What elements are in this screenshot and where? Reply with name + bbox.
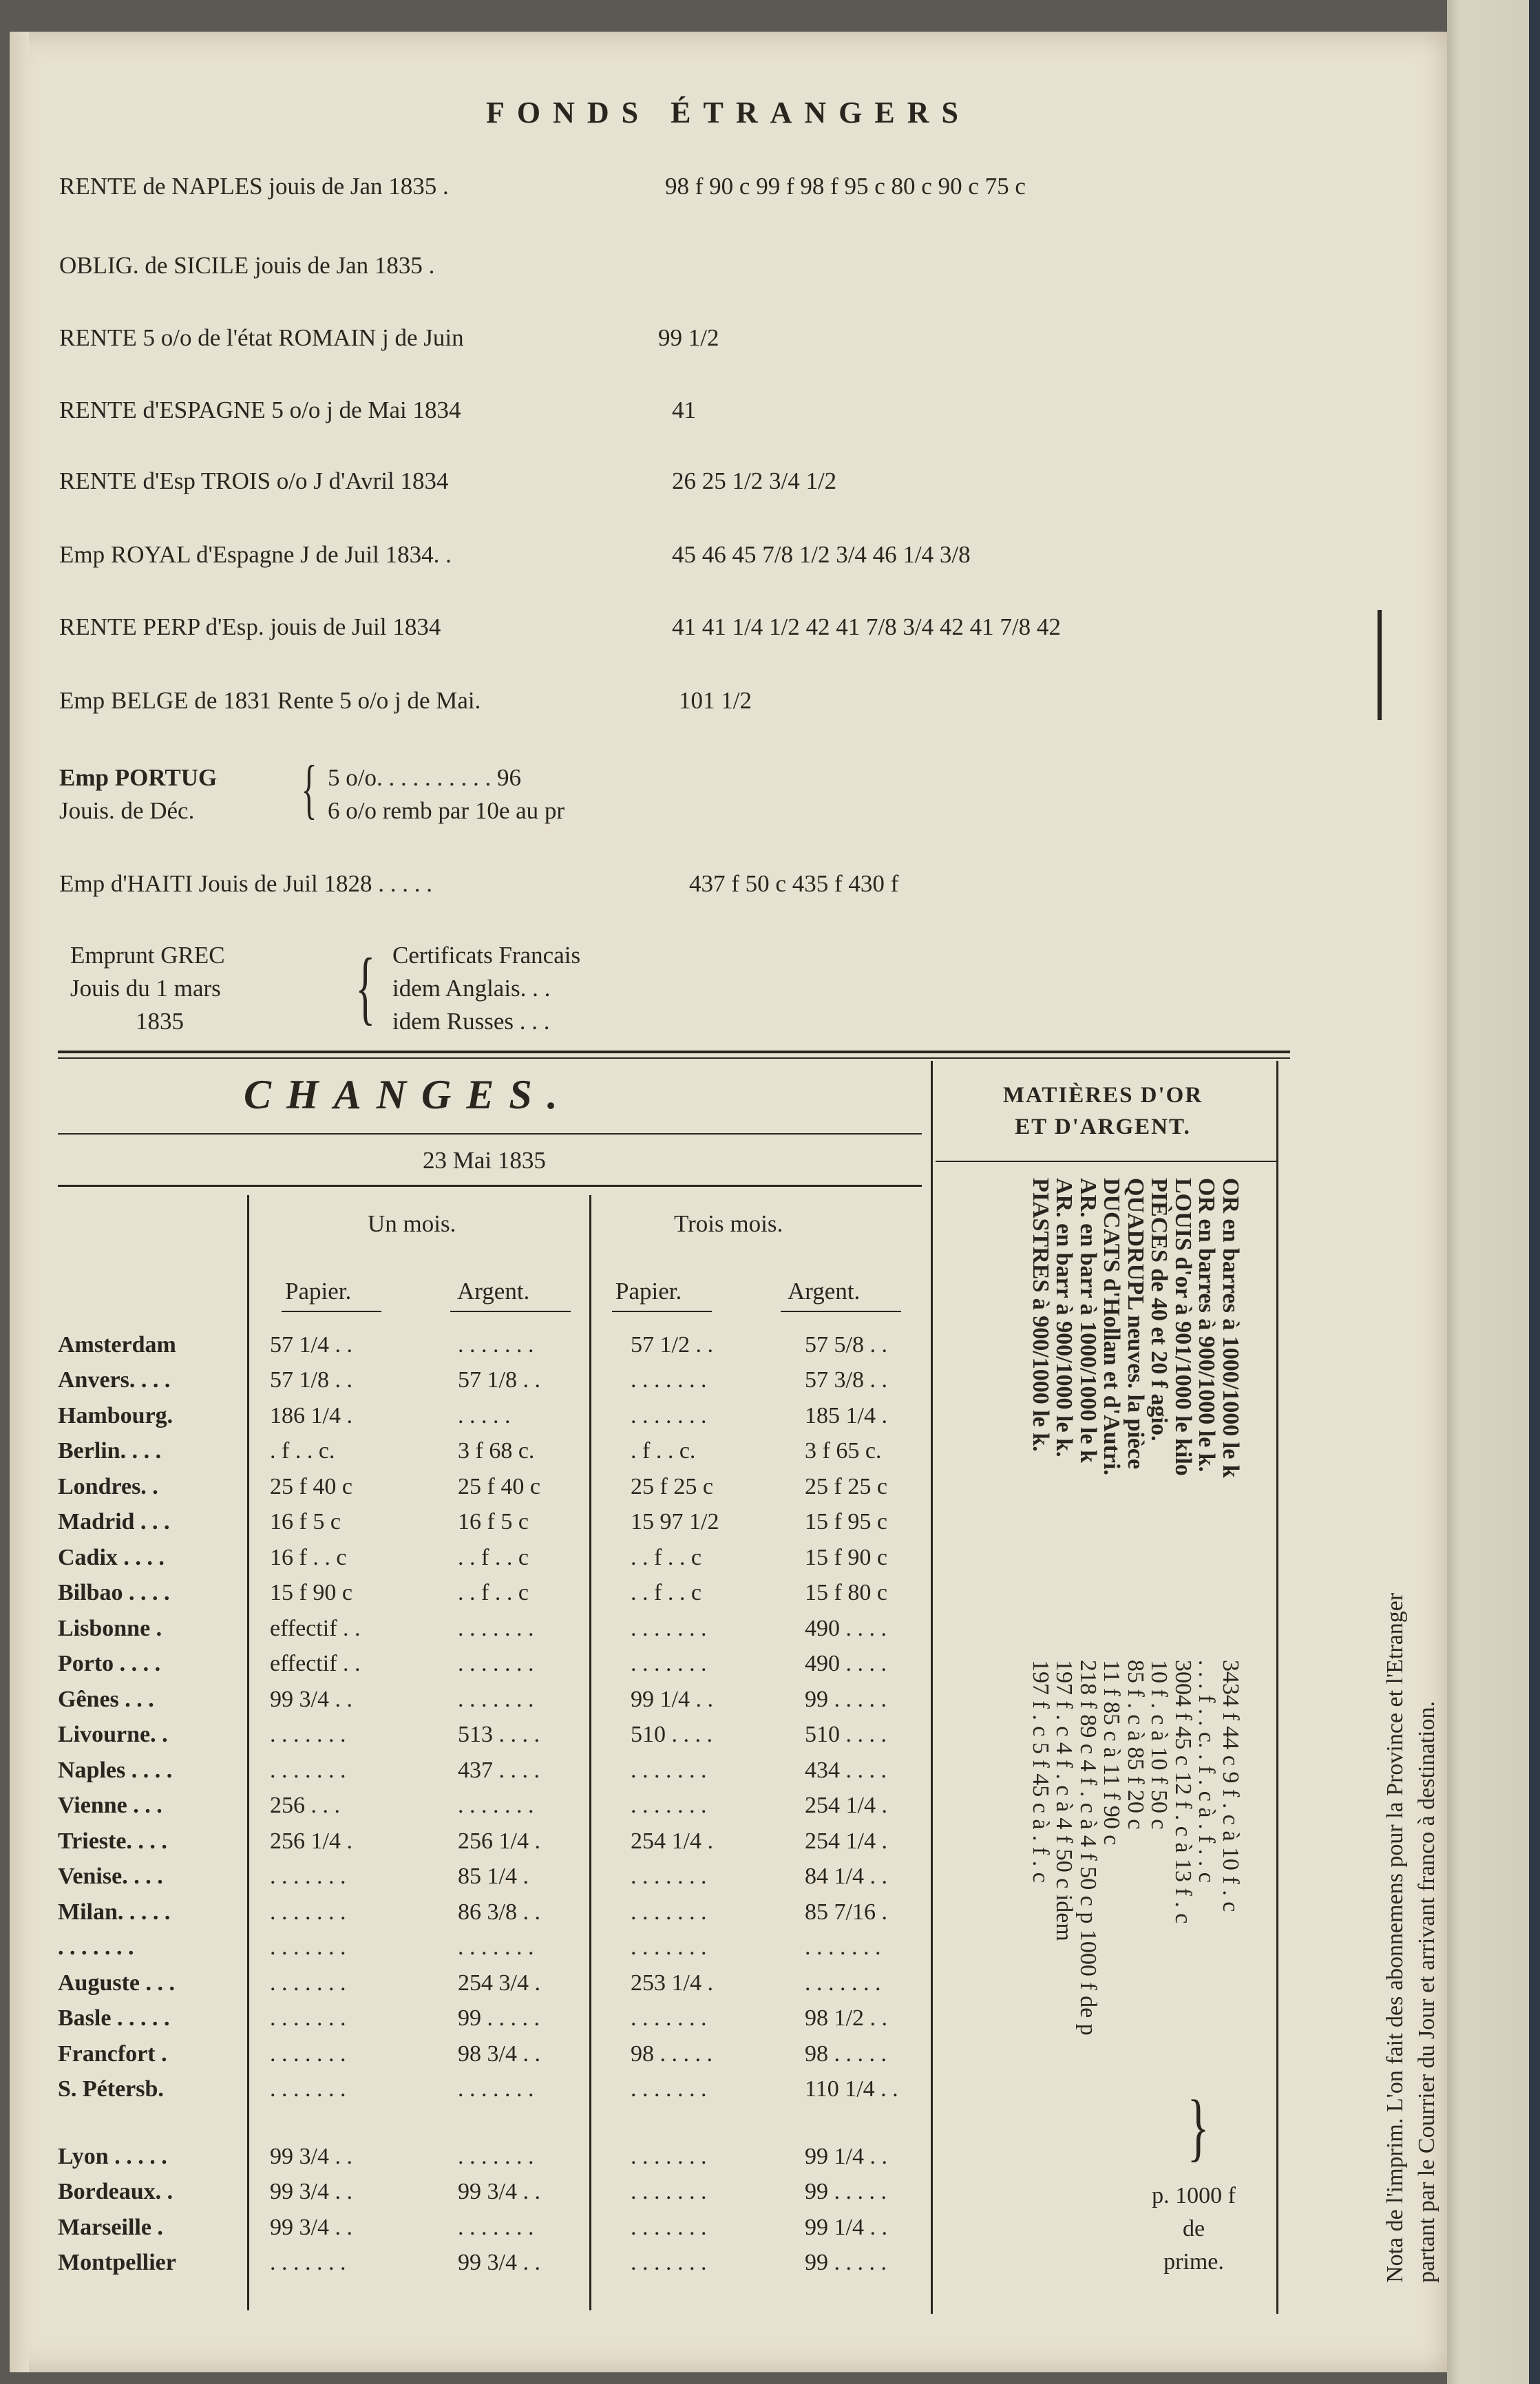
rate-cell: 57 1/8 . . bbox=[458, 1367, 540, 1393]
rate-cell: . . . . . . . bbox=[270, 1970, 346, 1996]
rate-cell: 254 3/4 . bbox=[458, 1970, 540, 1996]
rate-cell: 98 . . . . . bbox=[805, 2040, 887, 2067]
city-cell: S. Pétersb. bbox=[58, 2076, 164, 2102]
rate-cell: . . . . . . . bbox=[270, 1757, 346, 1783]
table-row bbox=[58, 2036, 963, 2072]
fonds-row: RENTE PERP d'Esp. jouis de Juil 1834 41 41 1/4 1/2 42 41 7/8 3/4 42 41 7/8 42 bbox=[59, 613, 1061, 640]
city-cell: Lisbonne . bbox=[58, 1615, 162, 1641]
rate-cell: . . f . . c bbox=[458, 1544, 529, 1570]
rate-cell: . . . . . . . bbox=[631, 2143, 707, 2169]
rate-cell: . . . . . . . bbox=[631, 1651, 707, 1677]
table-row bbox=[58, 1576, 963, 1612]
city-cell: Trieste. . . . bbox=[58, 1828, 167, 1854]
rate-cell: . . . . . . . bbox=[631, 1757, 707, 1783]
rate-cell: 16 f . . c bbox=[270, 1544, 347, 1570]
rate-cell: 25 f 25 c bbox=[805, 1473, 887, 1499]
rate-cell: . . . . . . . bbox=[458, 2214, 534, 2240]
rate-cell: 99 . . . . . bbox=[805, 1686, 887, 1712]
rule bbox=[612, 1311, 712, 1312]
rate-cell: 185 1/4 . bbox=[805, 1402, 887, 1428]
rate-cell: 15 f 95 c bbox=[805, 1509, 887, 1535]
table-row bbox=[58, 1469, 963, 1505]
city-cell: Milan. . . . . bbox=[58, 1899, 171, 1925]
city-cell: Lyon . . . . . bbox=[58, 2143, 167, 2169]
table-row bbox=[58, 1505, 963, 1541]
table-row bbox=[58, 2139, 963, 2175]
city-cell: Gênes . . . bbox=[58, 1686, 154, 1712]
table-row bbox=[58, 2210, 963, 2246]
fonds-row: RENTE d'Esp TROIS o/o J d'Avril 1834 26 25 1/2 3/4 1/2 bbox=[59, 467, 837, 494]
table-row bbox=[58, 2246, 963, 2281]
rate-cell: . . . . . . . bbox=[805, 1934, 881, 1961]
city-cell: Madrid . . . bbox=[58, 1509, 170, 1535]
rate-cell: . . . . . . . bbox=[458, 1793, 534, 1819]
rate-cell: . . . . . . . bbox=[270, 2250, 346, 2276]
adjacent-page-edge bbox=[1447, 0, 1540, 2384]
table-row bbox=[58, 1363, 963, 1399]
table-row bbox=[58, 1753, 963, 1789]
rate-cell: 25 f 25 c bbox=[631, 1473, 713, 1499]
matiere-price: 11 f 85 c à 11 f 90 c bbox=[1099, 1660, 1125, 1846]
fonds-row: RENTE de NAPLES jouis de Jan 1835 . 98 f 90 c 99 f 98 f 95 c 80 c 90 c 75 c bbox=[59, 173, 1026, 200]
matieres-title: MATIÈRES D'OR ET D'ARGENT. bbox=[1002, 1083, 1203, 1139]
rate-cell: 256 . . . bbox=[270, 1793, 340, 1819]
matiere-price: 218 f 89 c 4 f . c à 4 f 50 c p 1000 f de p bbox=[1075, 1660, 1101, 2036]
header-papier: Papier. bbox=[615, 1278, 682, 1305]
rate-cell: . . . . . . . bbox=[631, 2179, 707, 2205]
rate-cell: . . . . . . . bbox=[631, 1615, 707, 1641]
rate-cell: 99 3/4 . . bbox=[458, 2179, 540, 2205]
city-cell: . . . . . . . bbox=[58, 1934, 134, 1961]
rate-cell: 99 . . . . . bbox=[458, 2005, 540, 2032]
changes-title: CHANGES. bbox=[244, 1072, 573, 1117]
matiere-price: 3434 f 44 c 9 f . c à 10 f . c bbox=[1218, 1660, 1243, 1912]
rate-cell: 513 . . . . bbox=[458, 1722, 540, 1748]
city-cell: Porto . . . . bbox=[58, 1651, 161, 1677]
rate-cell: . . . . . . . bbox=[270, 1722, 346, 1748]
rule bbox=[936, 1161, 1276, 1162]
table-row bbox=[58, 1718, 963, 1753]
rate-cell: . . . . . . . bbox=[270, 2076, 346, 2102]
matiere-line bbox=[1052, 1178, 1076, 2155]
fonds-row: RENTE 5 o/o de l'état ROMAIN j de Juin 99 1/2 bbox=[59, 324, 719, 351]
matiere-name: PIASTRES à 900/1000 le k. bbox=[1028, 1178, 1053, 1452]
table-row bbox=[58, 1789, 963, 1824]
rate-cell: 510 . . . . bbox=[805, 1722, 887, 1748]
rate-cell: 98 3/4 . . bbox=[458, 2040, 540, 2067]
margin-mark bbox=[1378, 610, 1382, 720]
prime-label: p. 1000 f de prime. bbox=[1152, 2183, 1236, 2275]
rate-cell: 15 f 80 c bbox=[805, 1580, 887, 1606]
matiere-name: PIÈCES de 40 et 20 f agio. bbox=[1146, 1178, 1172, 1442]
rate-cell: . . . . . . . bbox=[270, 1864, 346, 1890]
matiere-price: 85 f . c à 85 f 20 c bbox=[1123, 1660, 1148, 1830]
rate-cell: 98 . . . . . bbox=[631, 2040, 713, 2067]
city-cell: Anvers. . . . bbox=[58, 1367, 171, 1393]
rate-cell: . . . . . bbox=[458, 1402, 511, 1428]
city-cell: Berlin. . . . bbox=[58, 1438, 162, 1464]
matiere-price: 197 f . c 5 f 45 c à . f . c bbox=[1028, 1660, 1053, 1883]
rate-cell: 98 1/2 . . bbox=[805, 2005, 887, 2032]
matiere-line bbox=[1029, 1178, 1053, 2155]
table-row bbox=[58, 1895, 963, 1930]
rate-cell: 254 1/4 . bbox=[805, 1793, 887, 1819]
portugal-loan: Emp PORTUG Jouis. de Déc. { 5 o/o. . . . . . . . . . 96 6 o/o remb par 10e au pr bbox=[59, 752, 565, 825]
haiti-row: Emp d'HAITI Jouis de Juil 1828 . . . . . 437 f 50 c 435 f 430 f bbox=[59, 870, 899, 897]
table-row bbox=[58, 1682, 963, 1718]
greek-loan: Emprunt GREC Jouis du 1 mars 1835 { Certificats Francais idem Anglais. . . idem Russes . . . bbox=[70, 941, 581, 1035]
rate-cell: . . . . . . . bbox=[458, 2076, 534, 2102]
rate-cell: 99 . . . . . bbox=[805, 2250, 887, 2276]
spacer-row bbox=[58, 2107, 963, 2139]
rate-cell: . . . . . . . bbox=[458, 1934, 534, 1961]
changes-date: 23 Mai 1835 bbox=[423, 1147, 546, 1174]
table-row bbox=[58, 1611, 963, 1647]
rate-cell: 25 f 40 c bbox=[270, 1473, 352, 1499]
rate-cell: . . . . . . . bbox=[631, 1402, 707, 1428]
city-cell: Londres. . bbox=[58, 1473, 158, 1499]
matiere-line bbox=[1124, 1178, 1148, 2155]
rate-cell: 16 f 5 c bbox=[270, 1509, 341, 1535]
rate-cell: 254 1/4 . bbox=[631, 1828, 713, 1854]
rate-cell: 15 f 90 c bbox=[805, 1544, 887, 1570]
table-row bbox=[58, 1824, 963, 1859]
rate-cell: 99 3/4 . . bbox=[270, 2179, 352, 2205]
matiere-price: 197 f . c 4 f . c à 4 f 50 c idem bbox=[1051, 1660, 1077, 1941]
table-row bbox=[58, 2072, 963, 2108]
city-cell: Hambourg. bbox=[58, 1402, 173, 1428]
rate-cell: . . . . . . . bbox=[458, 1615, 534, 1641]
rule bbox=[58, 1133, 922, 1135]
rate-cell: . f . . c. bbox=[631, 1438, 696, 1464]
rate-cell: 57 5/8 . . bbox=[805, 1331, 887, 1358]
section-divider bbox=[58, 1057, 1290, 1059]
matiere-line bbox=[1099, 1178, 1124, 2155]
header-un-mois: Un mois. bbox=[368, 1210, 456, 1237]
rate-cell: . . . . . . . bbox=[805, 1970, 881, 1996]
rate-cell: . . . . . . . bbox=[631, 1793, 707, 1819]
rate-cell: 3 f 68 c. bbox=[458, 1438, 535, 1464]
rate-cell: 57 1/8 . . bbox=[270, 1367, 352, 1393]
binding-edge bbox=[10, 32, 29, 2372]
rate-cell: . . . . . . . bbox=[631, 1864, 707, 1890]
brace: { bbox=[301, 752, 317, 825]
table-row bbox=[58, 1965, 963, 2001]
rate-cell: . . . . . . . bbox=[458, 1331, 534, 1358]
city-cell: Marseille . bbox=[58, 2214, 163, 2240]
table-row bbox=[58, 2175, 963, 2211]
rate-cell: effectif . . bbox=[270, 1615, 361, 1641]
matiere-name: DUCATS d'Hollan et d'Autri. bbox=[1099, 1178, 1125, 1475]
table-row bbox=[58, 1647, 963, 1682]
matiere-price: . . . f . . c. . f . c à . f . . c bbox=[1194, 1660, 1220, 1883]
rate-cell: . . . . . . . bbox=[458, 1651, 534, 1677]
matiere-price: 10 f . c à 10 f 50 c bbox=[1146, 1660, 1172, 1830]
newspaper-page bbox=[10, 32, 1447, 2372]
rate-cell: . f . . c. bbox=[270, 1438, 335, 1464]
header-papier: Papier. bbox=[285, 1278, 352, 1305]
rate-cell: 256 1/4 . bbox=[270, 1828, 352, 1854]
matiere-name: QUADRUPL neuves. la pièce bbox=[1123, 1178, 1148, 1470]
matiere-name: OR en barres à 900/1000 le k. bbox=[1194, 1178, 1220, 1473]
matiere-line bbox=[1194, 1178, 1219, 2155]
rate-cell: 57 3/8 . . bbox=[805, 1367, 887, 1393]
city-cell: Bilbao . . . . bbox=[58, 1580, 170, 1606]
rate-cell: 99 1/4 . . bbox=[805, 2214, 887, 2240]
table-row bbox=[58, 1930, 963, 1966]
rate-cell: 510 . . . . bbox=[631, 1722, 713, 1748]
matiere-name: LOUIS d'or à 901/1000 le kilo bbox=[1170, 1178, 1196, 1476]
rule bbox=[781, 1311, 901, 1312]
section-divider bbox=[58, 1051, 1290, 1053]
rate-cell: 15 97 1/2 bbox=[631, 1509, 719, 1535]
rate-cell: 99 1/4 . . bbox=[631, 1686, 713, 1712]
city-cell: Amsterdam bbox=[58, 1331, 176, 1358]
rate-cell: . . . . . . . bbox=[458, 2143, 534, 2169]
rate-cell: effectif . . bbox=[270, 1651, 361, 1677]
rate-cell: 99 1/4 . . bbox=[805, 2143, 887, 2169]
rate-cell: . . . . . . . bbox=[631, 1899, 707, 1925]
rate-cell: . . . . . . . bbox=[631, 2005, 707, 2032]
rule bbox=[450, 1311, 571, 1312]
rate-cell: . . f . . c bbox=[631, 1580, 702, 1606]
rate-cell: 490 . . . . bbox=[805, 1615, 887, 1641]
rate-cell: 99 3/4 . . bbox=[270, 1686, 352, 1712]
fonds-row: Emp BELGE de 1831 Rente 5 o/o j de Mai. 101 1/2 bbox=[59, 687, 752, 714]
rate-cell: . . f . . c bbox=[458, 1580, 529, 1606]
table-row bbox=[58, 1434, 963, 1470]
city-cell: Vienne . . . bbox=[58, 1793, 162, 1819]
city-cell: Montpellier bbox=[58, 2250, 176, 2276]
rate-cell: 110 1/4 . . bbox=[805, 2076, 898, 2102]
rate-cell: 254 1/4 . bbox=[805, 1828, 887, 1854]
city-cell: Venise. . . . bbox=[58, 1864, 163, 1890]
matiere-price: 3004 f 45 c 12 f . c à 13 f . c bbox=[1170, 1660, 1196, 1924]
rate-cell: 16 f 5 c bbox=[458, 1509, 529, 1535]
rate-cell: 253 1/4 . bbox=[631, 1970, 713, 1996]
rate-cell: . . . . . . . bbox=[458, 1686, 534, 1712]
table-row bbox=[58, 1327, 963, 1363]
rate-cell: 434 . . . . bbox=[805, 1757, 887, 1783]
rate-cell: 186 1/4 . bbox=[270, 1402, 352, 1428]
rate-cell: 99 . . . . . bbox=[805, 2179, 887, 2205]
fonds-row: RENTE d'ESPAGNE 5 o/o j de Mai 1834 41 bbox=[59, 397, 696, 423]
matiere-line bbox=[1076, 1178, 1100, 2155]
header-trois-mois: Trois mois. bbox=[674, 1210, 783, 1237]
rate-cell: 86 3/8 . . bbox=[458, 1899, 540, 1925]
rate-cell: 85 7/16 . bbox=[805, 1899, 887, 1925]
matiere-line bbox=[1219, 1178, 1243, 2155]
rule bbox=[58, 1185, 922, 1187]
fonds-row: Emp ROYAL d'Espagne J de Juil 1834. . 45 46 45 7/8 1/2 3/4 46 1/4 3/8 bbox=[59, 541, 971, 568]
rate-cell: 99 3/4 . . bbox=[458, 2250, 540, 2276]
matiere-name: AR. en barr à 900/1000 le k. bbox=[1051, 1178, 1077, 1457]
brace: { bbox=[355, 941, 376, 1033]
rate-cell: . . . . . . . bbox=[631, 2250, 707, 2276]
rate-cell: 84 1/4 . . bbox=[805, 1864, 887, 1890]
rate-cell: . . . . . . . bbox=[270, 1899, 346, 1925]
city-cell: Cadix . . . . bbox=[58, 1544, 165, 1570]
rate-cell: 256 1/4 . bbox=[458, 1828, 540, 1854]
rate-cell: . . . . . . . bbox=[631, 1367, 707, 1393]
city-cell: Basle . . . . . bbox=[58, 2005, 170, 2032]
section-title: FONDS ÉTRANGERS bbox=[486, 96, 971, 129]
rate-cell: 99 3/4 . . bbox=[270, 2214, 352, 2240]
city-cell: Livourne. . bbox=[58, 1722, 168, 1748]
city-cell: Francfort . bbox=[58, 2040, 167, 2067]
table-row bbox=[58, 1398, 963, 1434]
rate-cell: 85 1/4 . bbox=[458, 1864, 529, 1890]
header-argent: Argent. bbox=[788, 1278, 861, 1305]
side-note: Nota de l'imprim. L'on fait des abonnemens pour la Province et l'Etranger partant par le Courrier du Jour et arrivant franco à destination. bbox=[1382, 1592, 1439, 2283]
table-row bbox=[58, 1859, 963, 1895]
changes-table bbox=[58, 1327, 963, 2281]
rate-cell: 15 f 90 c bbox=[270, 1580, 352, 1606]
matiere-name: OR en barres à 1000/1000 le k bbox=[1218, 1178, 1243, 1478]
rate-cell: 490 . . . . bbox=[805, 1651, 887, 1677]
matiere-name: AR. en barr à 1000/1000 le k bbox=[1075, 1178, 1101, 1463]
matiere-line bbox=[1147, 1178, 1171, 2155]
rate-cell: . . . . . . . bbox=[270, 1934, 346, 1961]
rule bbox=[282, 1311, 381, 1312]
header-argent: Argent. bbox=[457, 1278, 530, 1305]
rate-cell: . . . . . . . bbox=[270, 2040, 346, 2067]
rate-cell: 57 1/4 . . bbox=[270, 1331, 352, 1358]
rate-cell: . . . . . . . bbox=[270, 2005, 346, 2032]
rate-cell: . . . . . . . bbox=[631, 2076, 707, 2102]
rate-cell: . . f . . c bbox=[631, 1544, 702, 1570]
column-rule bbox=[1276, 1061, 1278, 2314]
matiere-line bbox=[1171, 1178, 1195, 2155]
rate-cell: 57 1/2 . . bbox=[631, 1331, 713, 1358]
city-cell: Bordeaux. . bbox=[58, 2179, 173, 2205]
fonds-row: OBLIG. de SICILE jouis de Jan 1835 . bbox=[59, 252, 435, 279]
rate-cell: 99 3/4 . . bbox=[270, 2143, 352, 2169]
brace: } bbox=[1187, 2085, 1210, 2169]
rate-cell: 3 f 65 c. bbox=[805, 1438, 882, 1464]
rate-cell: . . . . . . . bbox=[631, 1934, 707, 1961]
matieres-list bbox=[925, 1178, 1242, 2155]
rate-cell: 437 . . . . bbox=[458, 1757, 540, 1783]
table-row bbox=[58, 2001, 963, 2037]
rate-cell: . . . . . . . bbox=[631, 2214, 707, 2240]
city-cell: Auguste . . . bbox=[58, 1970, 176, 1996]
rate-cell: 25 f 40 c bbox=[458, 1473, 540, 1499]
city-cell: Naples . . . . bbox=[58, 1757, 173, 1783]
table-row bbox=[58, 1540, 963, 1576]
